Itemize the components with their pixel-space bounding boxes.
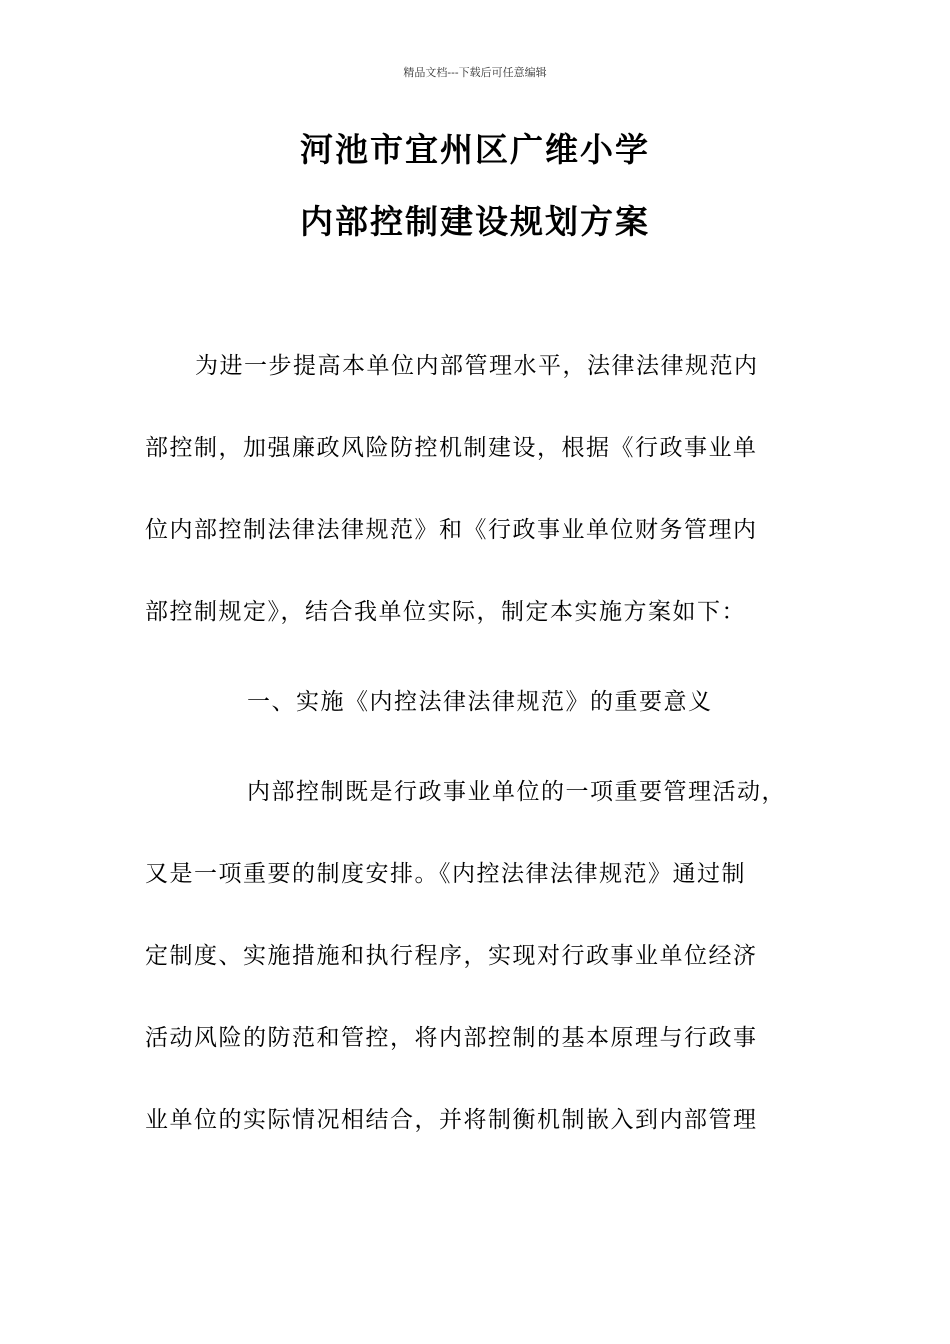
section-paragraph-line: 业单位的实际情况相结合，并将制衡机制嵌入到内部管理 bbox=[145, 1107, 758, 1133]
section-paragraph-line: 活动风险的防范和管控，将内部控制的基本原理与行政事 bbox=[145, 1025, 758, 1051]
document-title-line-1: 河池市宜州区广维小学 bbox=[300, 130, 650, 169]
intro-paragraph-line: 为进一步提高本单位内部管理水平，法律法律规范内 bbox=[195, 353, 759, 379]
intro-paragraph-line: 位内部控制法律法律规范》和《行政事业单位财务管理内 bbox=[145, 517, 758, 543]
document-title-line-2: 内部控制建设规划方案 bbox=[300, 202, 650, 241]
page-header-note: 精品文档---下载后可任意编辑 bbox=[403, 66, 547, 79]
section-paragraph-line: 定制度、实施措施和执行程序，实现对行政事业单位经济 bbox=[145, 943, 758, 969]
intro-paragraph-line: 部控制，加强廉政风险防控机制建设，根据《行政事业单 bbox=[145, 435, 758, 461]
intro-paragraph-line: 部控制规定》，结合我单位实际，制定本实施方案如下： bbox=[145, 599, 746, 625]
section-paragraph-line: 又是一项重要的制度安排。《内控法律法律规范》通过制 bbox=[145, 861, 746, 887]
section-paragraph-line: 内部控制既是行政事业单位的一项重要管理活动， bbox=[247, 779, 786, 805]
section-heading: 一、实施《内控法律法律规范》的重要意义 bbox=[247, 689, 713, 715]
